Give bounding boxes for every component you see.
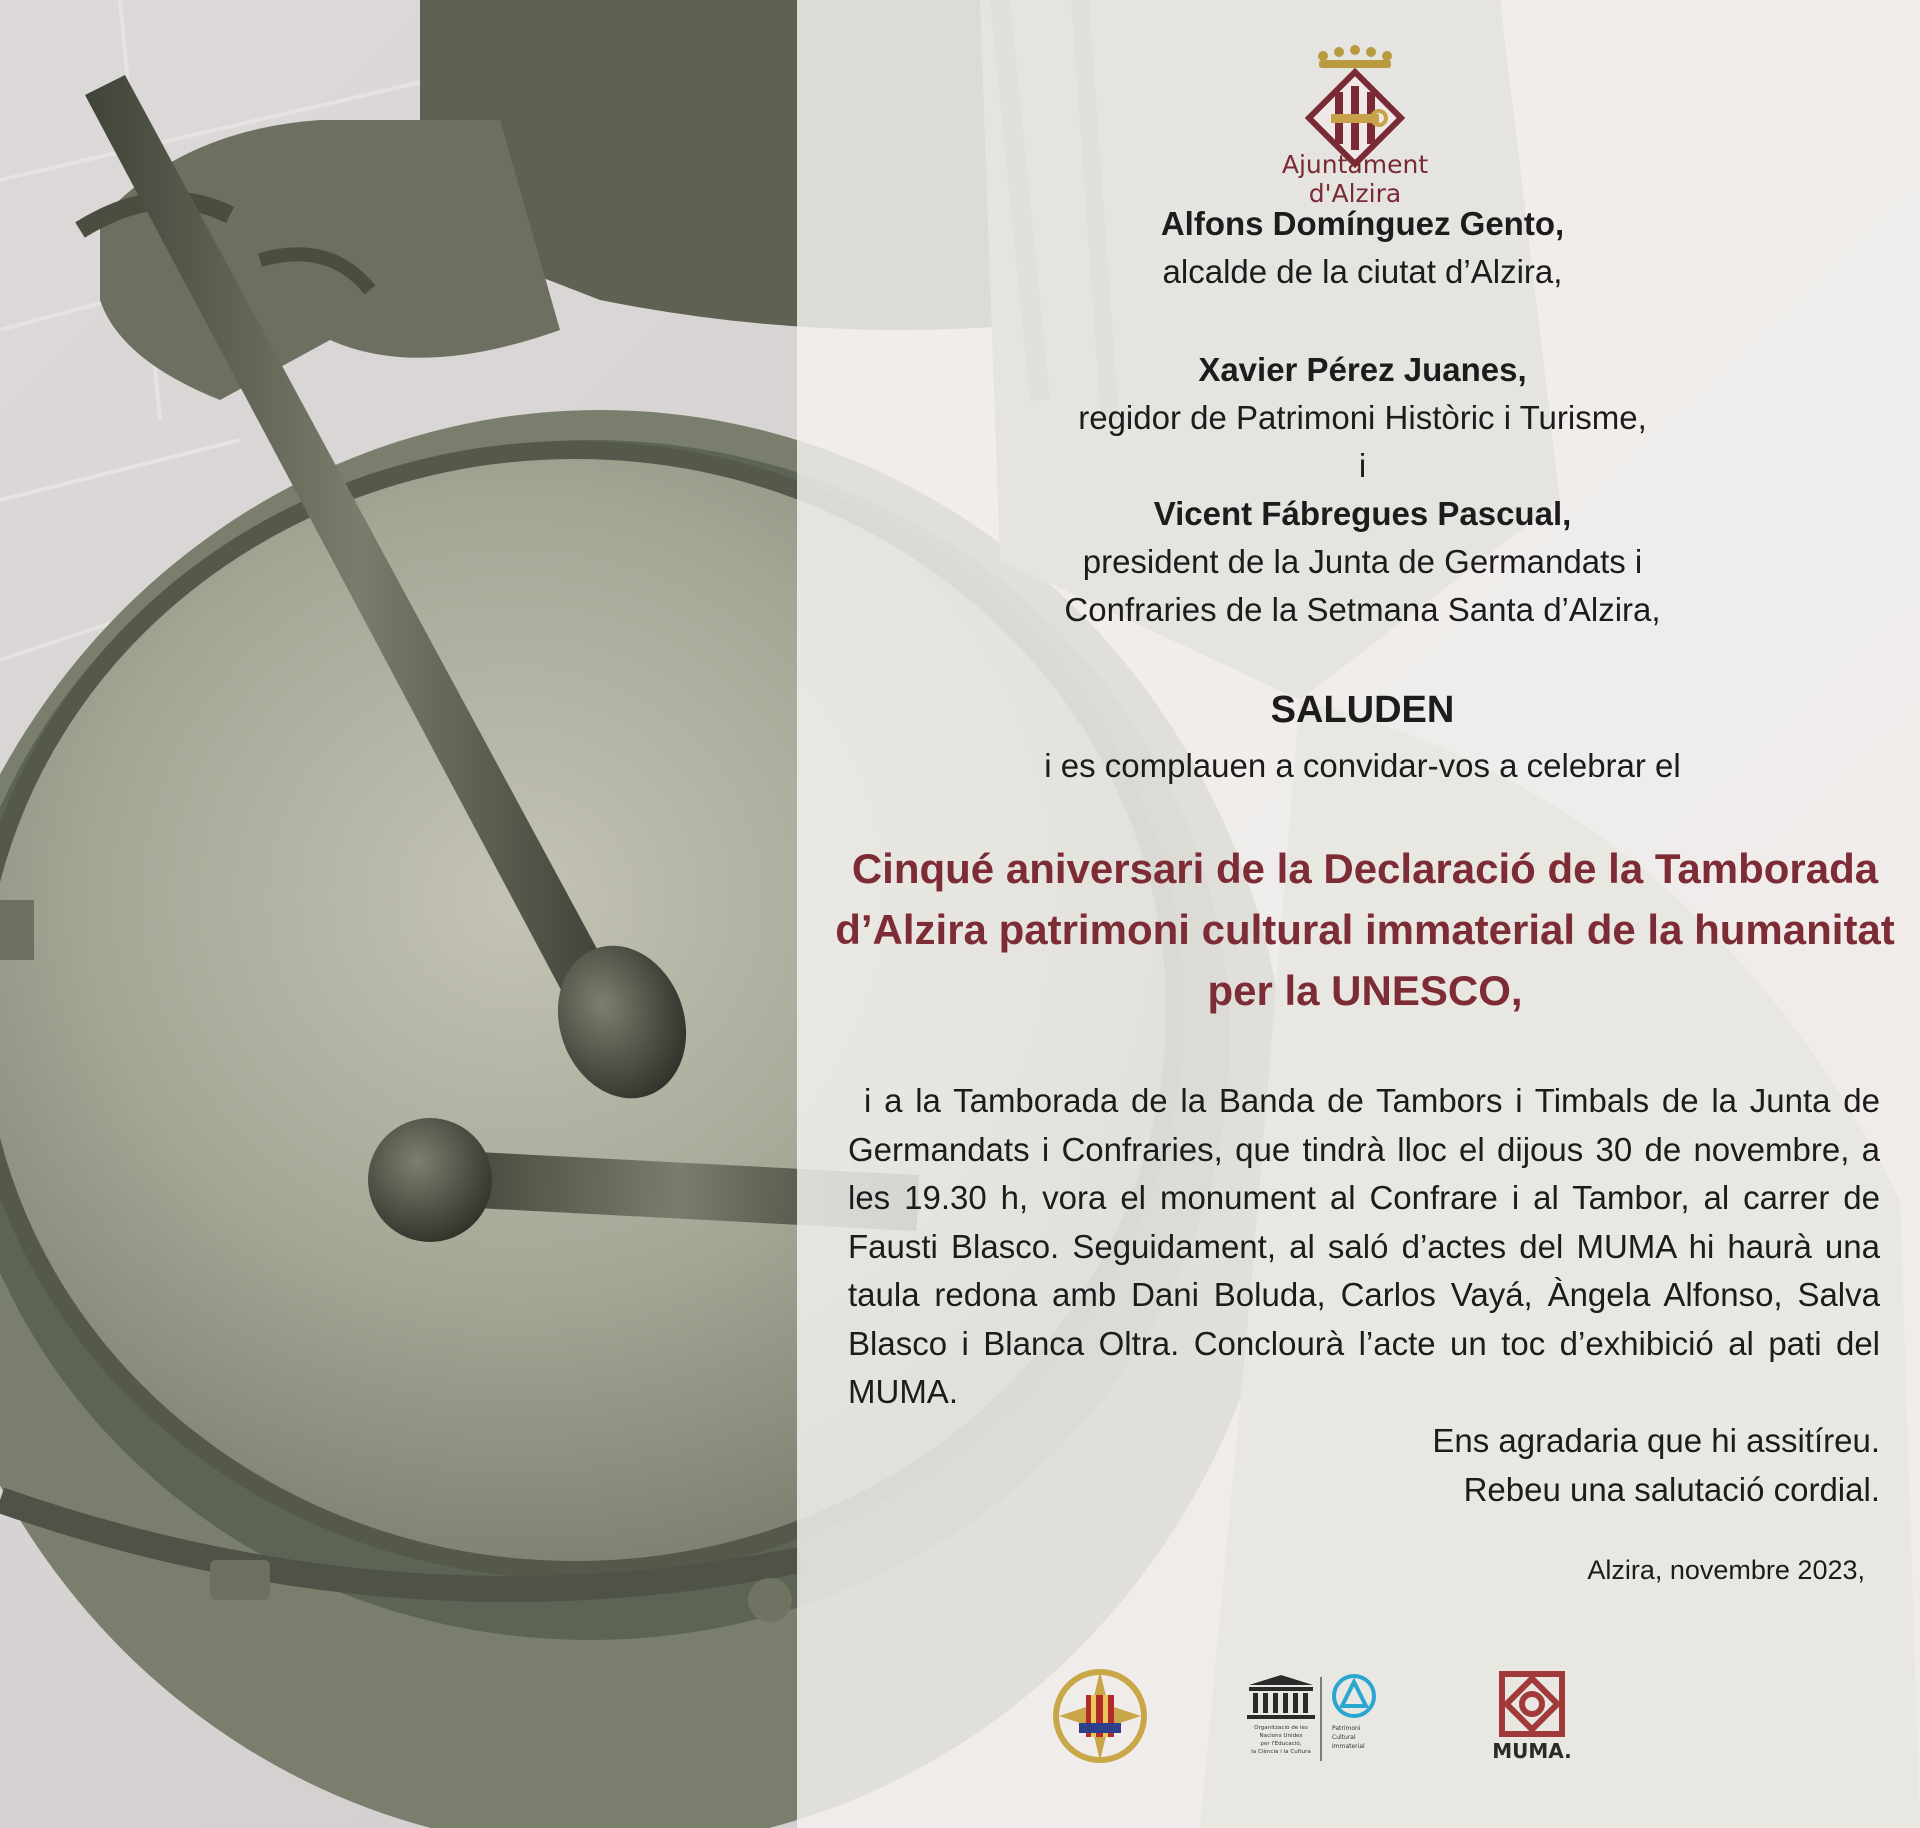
svg-text:Immaterial: Immaterial	[1332, 1743, 1365, 1750]
president-role-line-1: president de la Junta de Germandats i	[1082, 543, 1643, 580]
svg-text:Nacions Unides: Nacions Unides	[1259, 1733, 1303, 1739]
svg-text:Organització de les: Organització de les	[1254, 1725, 1308, 1731]
svg-text:la Ciència i la Cultura: la Ciència i la Cultura	[1251, 1749, 1311, 1755]
intangible-heritage-icon	[1330, 1672, 1378, 1764]
conjunction: i	[1358, 447, 1367, 484]
councillor-name: Xavier Pérez Juanes,	[1198, 351, 1527, 388]
closing-line-1: Ens agradaria que hi assitíreu.	[1432, 1422, 1880, 1459]
closing-line-2: Rebeu una salutació cordial.	[1463, 1471, 1880, 1508]
confraries-emblem-icon	[1053, 1665, 1147, 1767]
event-title: Cinqué aniversari de la Declaració de la Tamborada d’Alzira patrimoni cultural immaterial de la humanitat per la UNESCO,	[835, 845, 1895, 1014]
svg-text:Cultural: Cultural	[1332, 1734, 1356, 1741]
president-role-line-2: Confraries de la Setmana Santa d’Alzira,	[1064, 591, 1661, 628]
invite-line: i es complauen a convidar-vos a celebrar el	[1044, 747, 1681, 784]
president-name: Vicent Fábregues Pascual,	[1153, 495, 1572, 532]
svg-text:Patrimoni: Patrimoni	[1332, 1725, 1361, 1732]
event-details	[848, 1077, 1880, 1417]
place-date: Alzira, novembre 2023,	[1587, 1555, 1865, 1585]
svg-text:MUMA.: MUMA.	[1492, 1739, 1572, 1763]
event-details-text: i a la Tamborada de la Banda de Tambors i Timbals de la Junta de Germandats i Confraries, que tindrà lloc el dijous 30 de novembre, a les 19.30 h, vora el monument al Confrare i al Tambor, al carrer de Fausti Blasco. Seguidament, al saló d’actes del MUMA hi haurà una taula redona amb Dani Boluda, Carlos Vayá, Àngela Alfonso, Salva Blasco i Blanca Oltra. Conclourà l’acte un toc d’exhibició al pati del MUMA.	[848, 1082, 1880, 1410]
mayor-name: Alfons Domínguez Gento,	[1160, 205, 1565, 242]
svg-text:per l'Educació,: per l'Educació,	[1260, 1741, 1302, 1747]
greeting: SALUDEN	[1270, 689, 1455, 731]
org-name: Ajuntament d'Alzira	[1281, 150, 1429, 208]
muma-logo-icon	[1478, 1668, 1588, 1768]
mayor-role: alcalde de la ciutat d’Alzira,	[1162, 253, 1563, 290]
councillor-role: regidor de Patrimoni Històric i Turisme,	[1078, 399, 1647, 436]
